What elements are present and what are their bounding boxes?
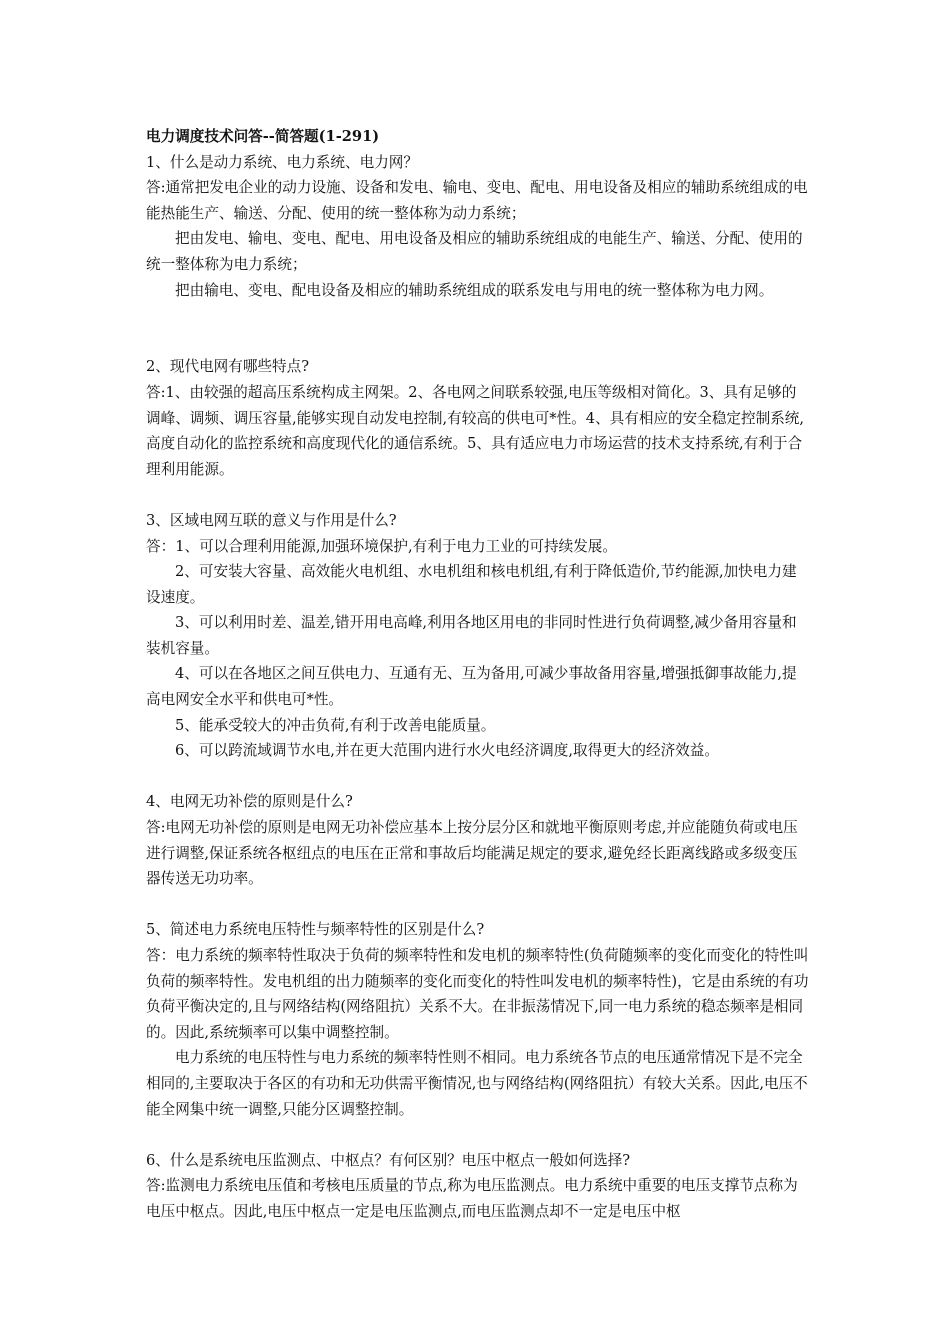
answer-3-para-2: 2、可安装大容量、高效能火电机组、水电机组和核电机组,有利于降低造价,节约能源,加快电力建设速度。 [146, 563, 797, 606]
answer-1-para-2: 把由发电、输电、变电、配电、用电设备及相应的辅助系统组成的电能生产、输送、分配、使用的统一整体称为电力系统； [146, 230, 803, 273]
answer-3-para-1: 答：1、可以合理利用能源,加强环境保护,有利于电力工业的可持续发展。 [146, 537, 617, 555]
answer-2-para-1: 答:1、由较强的超高压系统构成主网架。2、各电网之间联系较强,电压等级相对简化。3、具有足够的调峰、调频、调压容量,能够实现自动发电控制,有较高的供电可*性。4、具有相应的安全稳定控制系统,高度自动化的监控系统和高度现代化的通信系统。5、具有适应电力市场运营的技术支持系统,有利于合理利用能源。 [146, 383, 805, 478]
document-page [146, 124, 810, 1225]
answer-1-para-3: 把由输电、变电、配电设备及相应的辅助系统组成的联系发电与用电的统一整体称为电力网。 [175, 281, 774, 299]
answer-4-para-1: 答:电网无功补偿的原则是电网无功补偿应基本上按分层分区和就地平衡原则考虑,并应能随负荷或电压进行调整,保证系统各枢纽点的电压在正常和事故后均能满足规定的要求,避免经长距离线路或多级变压器传送无功功率。 [146, 819, 798, 888]
document-title: 电力调度技术问答--简答题(1-291) [146, 128, 380, 145]
spacer [146, 482, 810, 508]
question-6: 6、什么是系统电压监测点、中枢点？有何区别？电压中枢点一般如何选择? [146, 1151, 631, 1169]
spacer [146, 892, 810, 918]
answer-1-para-1: 答:通常把发电企业的动力设施、设备和发电、输电、变电、配电、用电设备及相应的辅助系统组成的电能热能生产、输送、分配、使用的统一整体称为动力系统； [146, 179, 808, 222]
question-2: 2、现代电网有哪些特点? [146, 358, 310, 376]
answer-5-para-2: 电力系统的电压特性与电力系统的频率特性则不相同。电力系统各节点的电压通常情况下是不完全相同的,主要取决于各区的有功和无功供需平衡情况,也与网络结构(网络阻抗）有较大关系。因此,电压不能全网集中统一调整,只能分区调整控制。 [146, 1049, 808, 1118]
question-4: 4、电网无功补偿的原则是什么? [146, 793, 353, 811]
answer-6-para-1: 答:监测电力系统电压值和考核电压质量的节点,称为电压监测点。电力系统中重要的电压支撑节点称为电压中枢点。因此,电压中枢点一定是电压监测点,而电压监测点却不一定是电压中枢 [146, 1177, 798, 1220]
spacer [146, 764, 810, 790]
answer-3-para-4: 4、可以在各地区之间互供电力、互通有无、互为备用,可减少事故备用容量,增强抵御事故能力,提高电网安全水平和供电可*性。 [146, 665, 797, 709]
answer-3-para-3: 3、可以利用时差、温差,错开用电高峰,利用各地区用电的非同时性进行负荷调整,减少备用容量和装机容量。 [146, 614, 797, 657]
answer-5-para-1: 答：电力系统的频率特性取决于负荷的频率特性和发电机的频率特性(负荷随频率的变化而变化的特性叫负荷的频率特性。发电机组的出力随频率的变化而变化的特性叫发电机的频率特性)，它是由系统的有功负荷平衡决定的,且与网络结构(网络阻抗）关系不大。在非振荡情况下,同一电力系统的稳态频率是相同的。因此,系统频率可以集中调整控制。 [146, 947, 809, 1041]
question-5: 5、简述电力系统电压特性与频率特性的区别是什么? [146, 921, 485, 939]
spacer [146, 303, 810, 354]
question-3: 3、区域电网互联的意义与作用是什么? [146, 511, 397, 529]
answer-3-para-5: 5、能承受较大的冲击负荷,有利于改善电能质量。 [175, 716, 496, 734]
question-1: 1、什么是动力系统、电力系统、电力网？ [146, 153, 418, 171]
answer-3-para-6: 6、可以跨流域调节水电,并在更大范围内进行水火电经济调度,取得更大的经济效益。 [175, 742, 719, 760]
spacer [146, 1122, 810, 1148]
